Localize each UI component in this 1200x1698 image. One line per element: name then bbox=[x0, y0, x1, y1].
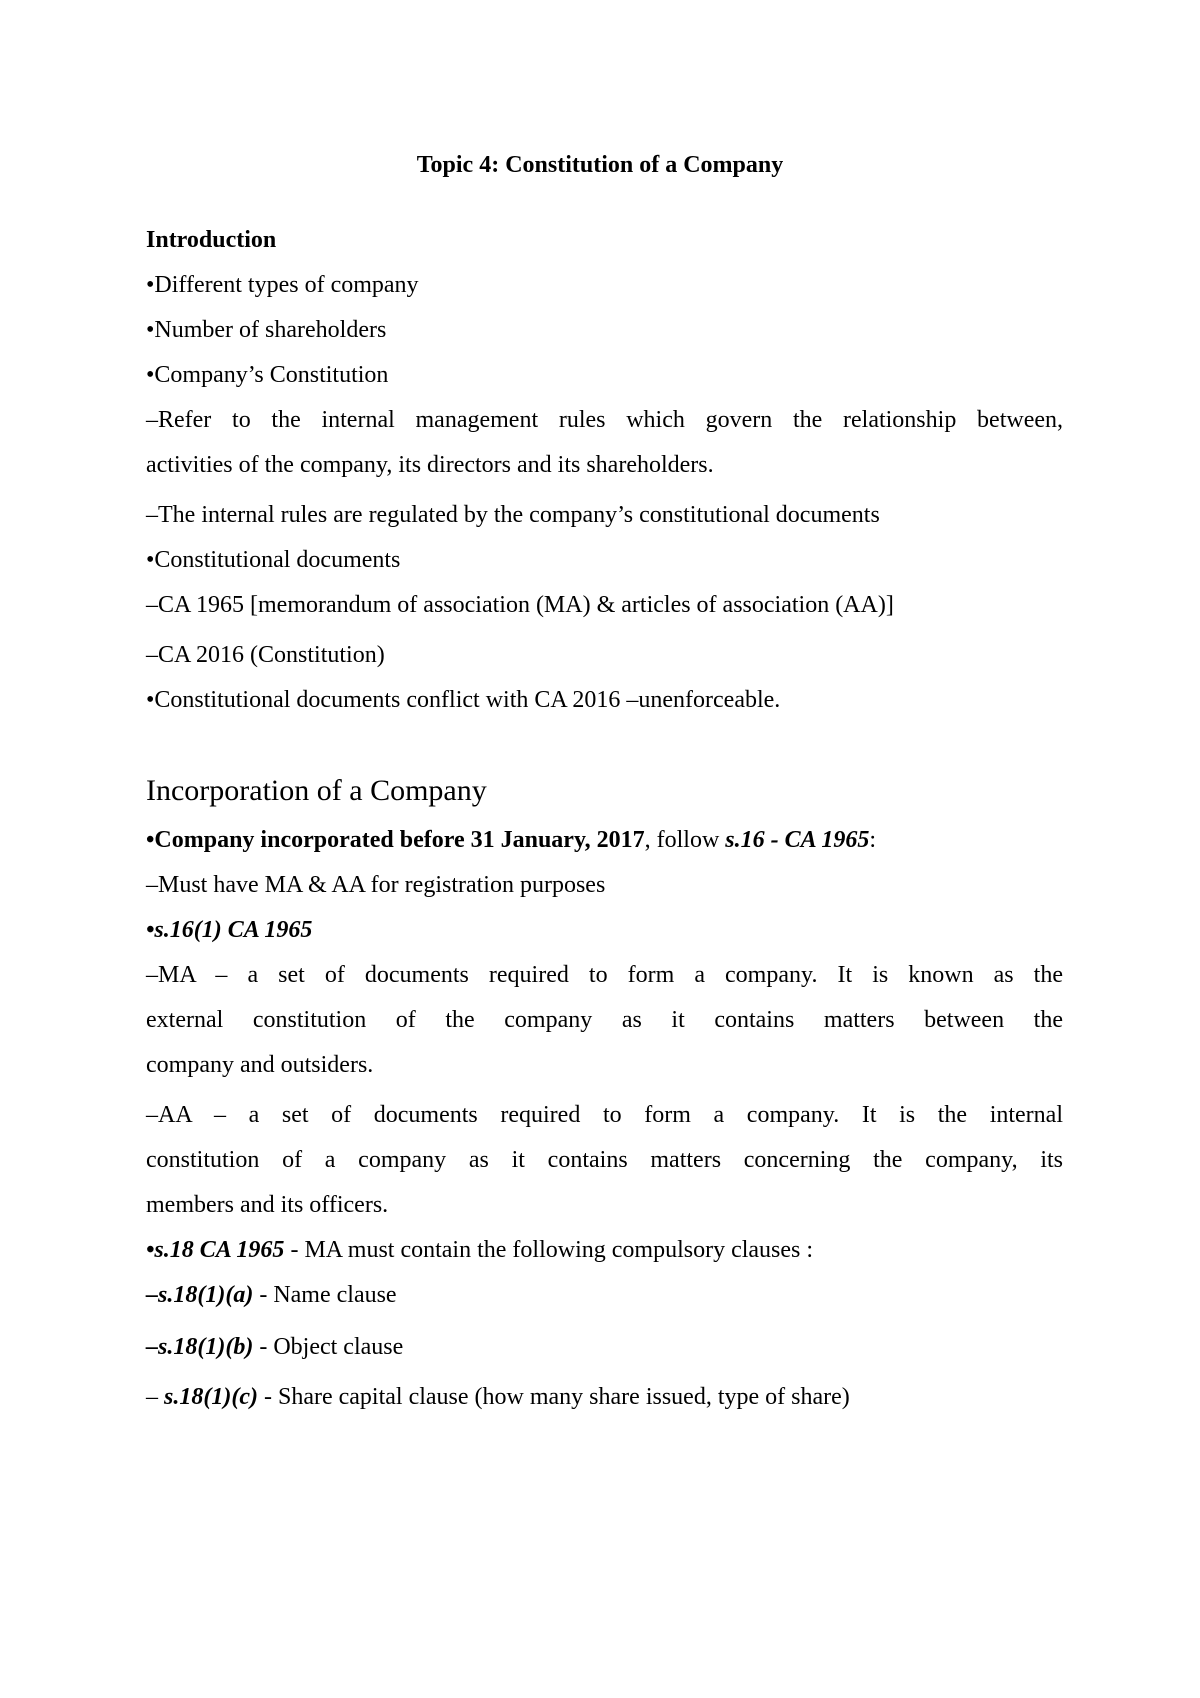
paragraph-line: –MA – a set of documents required to form a company. It is known as the bbox=[146, 962, 1063, 988]
bold-text: •Company incorporated before 31 January, 2017 bbox=[146, 827, 645, 853]
plain-text: - bbox=[284, 1237, 305, 1263]
section-heading-introduction: Introduction bbox=[146, 227, 277, 253]
paragraph-line: external constitution of the company as it contains matters between the bbox=[146, 1007, 1063, 1033]
page-title: Topic 4: Constitution of a Company bbox=[416, 152, 784, 178]
bullet-line: •Company’s Constitution bbox=[146, 362, 389, 388]
statute-reference: s.16 - CA 1965 bbox=[725, 827, 870, 853]
plain-text: : bbox=[869, 827, 876, 853]
plain-text: MA must contain the following compulsory clauses : bbox=[304, 1237, 814, 1263]
bullet-line: •Number of shareholders bbox=[146, 317, 387, 343]
paragraph-line: members and its officers. bbox=[146, 1192, 389, 1218]
plain-text: Object clause bbox=[273, 1334, 404, 1360]
clause-line bbox=[146, 1280, 397, 1310]
clause-line bbox=[146, 1332, 403, 1362]
statute-reference: s.18(1)(c) bbox=[164, 1384, 258, 1410]
plain-text: Share capital clause (how many share issued, type of share) bbox=[277, 1384, 850, 1410]
paragraph-line: –AA – a set of documents required to form a company. It is the internal bbox=[146, 1102, 1063, 1128]
dash-line: –CA 2016 (Constitution) bbox=[146, 642, 385, 668]
dash-line: –CA 1965 [memorandum of association (MA) & articles of association (AA)] bbox=[146, 592, 894, 618]
statute-reference: –s.18(1)(a) bbox=[146, 1282, 254, 1308]
bullet-line bbox=[146, 1235, 813, 1265]
bullet-line: •Constitutional documents conflict with CA 2016 –unenforceable. bbox=[146, 687, 781, 713]
paragraph-line: –Refer to the internal management rules which govern the relationship between, bbox=[146, 407, 1063, 433]
plain-text: - bbox=[253, 1334, 274, 1360]
statute-reference: •s.16(1) CA 1965 bbox=[146, 917, 313, 943]
paragraph-line: company and outsiders. bbox=[146, 1052, 374, 1078]
dash-line: –Must have MA & AA for registration purposes bbox=[146, 872, 606, 898]
plain-text: Name clause bbox=[273, 1282, 397, 1308]
bullet-line bbox=[146, 915, 312, 945]
bullet-line: •Different types of company bbox=[146, 272, 419, 298]
statute-reference: •s.18 CA 1965 bbox=[146, 1237, 285, 1263]
paragraph-line: activities of the company, its directors and its shareholders. bbox=[146, 452, 714, 478]
bullet-line: •Constitutional documents bbox=[146, 547, 401, 573]
section-heading-incorporation: Incorporation of a Company bbox=[146, 774, 487, 807]
plain-text: , follow bbox=[644, 827, 726, 853]
clause-line bbox=[146, 1382, 850, 1412]
plain-text: - bbox=[257, 1384, 278, 1410]
paragraph-line: constitution of a company as it contains matters concerning the company, its bbox=[146, 1147, 1063, 1173]
statute-reference: –s.18(1)(b) bbox=[146, 1334, 254, 1360]
bullet-line bbox=[146, 825, 876, 855]
dash-line: –The internal rules are regulated by the company’s constitutional documents bbox=[146, 502, 880, 528]
plain-text: - bbox=[253, 1282, 274, 1308]
plain-text: – bbox=[146, 1384, 164, 1410]
